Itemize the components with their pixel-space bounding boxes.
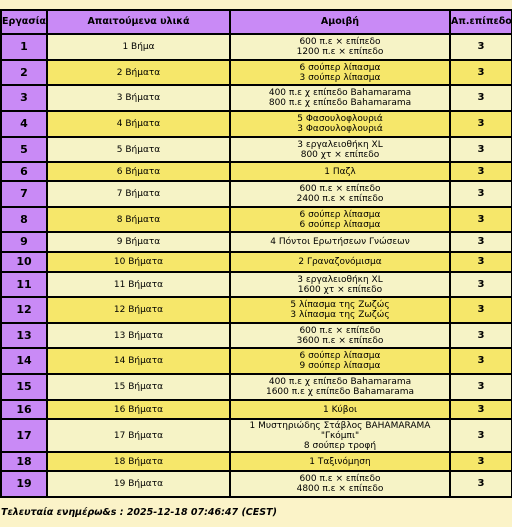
- reward: [230, 111, 450, 137]
- last-updated-text: Τελευταία ενημέρω&s : 2025-12-18 07:46:47 (CEST): [1, 507, 277, 518]
- task-number: 5: [1, 137, 47, 162]
- header-level: Απ.επίπεδο: [450, 10, 512, 34]
- reward-line: 800 π.ε χ επίπεδο Bahamarama: [268, 98, 412, 108]
- reward: [230, 400, 450, 419]
- reward-line: 1 Μυστηριώδης Στάβλος BAHAMARAMA: [249, 420, 431, 431]
- header-materials: Απαιτούμενα υλικά: [47, 10, 230, 34]
- task-number: 9: [1, 232, 47, 252]
- required-materials: 9 Βήματα: [47, 232, 230, 252]
- reward-line: 6 σούπερ λίπασμα: [299, 62, 381, 73]
- tasks-table-container: [0, 9, 511, 498]
- task-number: 19: [1, 471, 47, 497]
- table-row: [1, 252, 512, 272]
- required-materials: 14 Βήματα: [47, 348, 230, 374]
- task-number: 16: [1, 400, 47, 419]
- table-row: [1, 323, 512, 348]
- required-materials: 16 Βήματα: [47, 400, 230, 419]
- required-level: 3: [450, 272, 512, 297]
- reward-line: 3 σούπερ λίπασμα: [299, 72, 381, 83]
- required-materials: 11 Βήματα: [47, 272, 230, 297]
- reward: [230, 181, 450, 207]
- reward: [230, 232, 450, 252]
- reward-line: 1200 π.ε × επίπεδο: [296, 47, 384, 57]
- task-number: 3: [1, 85, 47, 111]
- reward: [230, 137, 450, 162]
- task-number: 7: [1, 181, 47, 207]
- table-row: [1, 272, 512, 297]
- reward-line: 1 Παζλ: [324, 166, 356, 177]
- task-number: 18: [1, 452, 47, 471]
- table-row: [1, 85, 512, 111]
- required-materials: 8 Βήματα: [47, 207, 230, 232]
- reward: [230, 323, 450, 348]
- required-level: 3: [450, 85, 512, 111]
- table-row: [1, 419, 512, 452]
- reward-line: 8 σούπερ τροφή: [303, 440, 377, 451]
- table-row: [1, 400, 512, 419]
- required-level: 3: [450, 207, 512, 232]
- reward: [230, 252, 450, 272]
- reward: [230, 272, 450, 297]
- reward: [230, 207, 450, 232]
- required-materials: 13 Βήματα: [47, 323, 230, 348]
- required-level: 3: [450, 471, 512, 497]
- required-level: 3: [450, 374, 512, 400]
- reward-line: 1 Ταξινόμηση: [309, 456, 371, 467]
- reward: [230, 162, 450, 181]
- reward-line: 800 χτ × επίπεδο: [300, 149, 380, 160]
- reward-line: 6 σούπερ λίπασμα: [299, 219, 381, 230]
- task-number: 1: [1, 34, 47, 60]
- required-level: 3: [450, 111, 512, 137]
- required-level: 3: [450, 252, 512, 272]
- table-row: [1, 374, 512, 400]
- reward-line: 3600 π.ε × επίπεδο: [296, 335, 384, 346]
- reward-line: 3 εργαλειοθήκη XL: [297, 274, 383, 285]
- required-level: 3: [450, 348, 512, 374]
- reward: [230, 374, 450, 400]
- table-row: [1, 162, 512, 181]
- required-materials: 2 Βήματα: [47, 60, 230, 85]
- required-level: 3: [450, 323, 512, 348]
- table-row: [1, 452, 512, 471]
- reward-line: 1 Κύβοι: [323, 404, 357, 415]
- reward-line: 600 π.ε × επίπεδο: [299, 474, 381, 484]
- required-level: 3: [450, 60, 512, 85]
- reward: [230, 85, 450, 111]
- reward-line: 6 σούπερ λίπασμα: [299, 351, 381, 361]
- reward: [230, 34, 450, 60]
- reward-line: "Γκόμπι": [320, 430, 360, 441]
- table-row: [1, 297, 512, 323]
- reward-line: 3 Φασουλοφλουριά: [297, 124, 383, 134]
- reward-line: 5 Φασουλοφλουριά: [297, 114, 383, 124]
- reward-line: 2400 π.ε × επίπεδο: [296, 194, 384, 204]
- table-body: [1, 34, 512, 497]
- required-materials: 3 Βήματα: [47, 85, 230, 111]
- required-materials: 7 Βήματα: [47, 181, 230, 207]
- reward-line: 9 σούπερ λίπασμα: [299, 361, 381, 371]
- table-row: [1, 348, 512, 374]
- reward-line: 4800 π.ε × επίπεδο: [296, 484, 384, 494]
- required-level: 3: [450, 137, 512, 162]
- reward-line: 3 εργαλειοθήκη XL: [297, 139, 383, 150]
- reward-line: 2 Γραναζονόμισμα: [298, 257, 382, 267]
- reward-line: 3 λίπασμα της Ζωζώς: [290, 310, 390, 320]
- required-level: 3: [450, 452, 512, 471]
- table-row: [1, 111, 512, 137]
- reward-line: 1600 π.ε χ επίπεδο Bahamarama: [265, 387, 414, 397]
- table-row: [1, 207, 512, 232]
- required-level: 3: [450, 232, 512, 252]
- table-row: [1, 34, 512, 60]
- reward-line: 4 Πόντοι Ερωτήσεων Γνώσεων: [270, 237, 410, 247]
- table-row: [1, 60, 512, 85]
- required-materials: 5 Βήματα: [47, 137, 230, 162]
- table-row: [1, 471, 512, 497]
- reward-line: 1600 χτ × επίπεδο: [297, 284, 383, 295]
- header-task: Εργασία: [1, 10, 47, 34]
- reward-line: 5 λίπασμα της Ζωζώς: [290, 300, 390, 310]
- task-number: 14: [1, 348, 47, 374]
- header-reward: Αμοιβή: [230, 10, 450, 34]
- task-number: 6: [1, 162, 47, 181]
- required-level: 3: [450, 297, 512, 323]
- table-row: [1, 137, 512, 162]
- reward-line: 6 σούπερ λίπασμα: [299, 209, 381, 220]
- reward-line: 600 π.ε × επίπεδο: [299, 184, 381, 194]
- reward-line: 400 π.ε χ επίπεδο Bahamarama: [268, 377, 412, 387]
- required-materials: 19 Βήματα: [47, 471, 230, 497]
- table-header-row: [1, 10, 512, 34]
- required-materials: 17 Βήματα: [47, 419, 230, 452]
- task-number: 17: [1, 419, 47, 452]
- required-materials: 10 Βήματα: [47, 252, 230, 272]
- required-materials: 12 Βήματα: [47, 297, 230, 323]
- reward-line: 400 π.ε χ επίπεδο Bahamarama: [268, 88, 412, 98]
- required-level: 3: [450, 162, 512, 181]
- required-materials: 6 Βήματα: [47, 162, 230, 181]
- required-materials: 18 Βήματα: [47, 452, 230, 471]
- task-number: 12: [1, 297, 47, 323]
- table-row: [1, 232, 512, 252]
- required-level: 3: [450, 181, 512, 207]
- reward: [230, 471, 450, 497]
- reward: [230, 348, 450, 374]
- tasks-table: [0, 9, 512, 498]
- required-level: 3: [450, 419, 512, 452]
- required-materials: 4 Βήματα: [47, 111, 230, 137]
- reward-line: 600 π.ε × επίπεδο: [299, 37, 381, 47]
- task-number: 11: [1, 272, 47, 297]
- required-level: 3: [450, 34, 512, 60]
- task-number: 13: [1, 323, 47, 348]
- reward: [230, 419, 450, 452]
- required-level: 3: [450, 400, 512, 419]
- task-number: 8: [1, 207, 47, 232]
- reward: [230, 452, 450, 471]
- reward: [230, 60, 450, 85]
- required-materials: 1 Βήμα: [47, 34, 230, 60]
- task-number: 15: [1, 374, 47, 400]
- task-number: 4: [1, 111, 47, 137]
- reward-line: 600 π.ε × επίπεδο: [299, 325, 381, 336]
- task-number: 10: [1, 252, 47, 272]
- required-materials: 15 Βήματα: [47, 374, 230, 400]
- table-row: [1, 181, 512, 207]
- reward: [230, 297, 450, 323]
- task-number: 2: [1, 60, 47, 85]
